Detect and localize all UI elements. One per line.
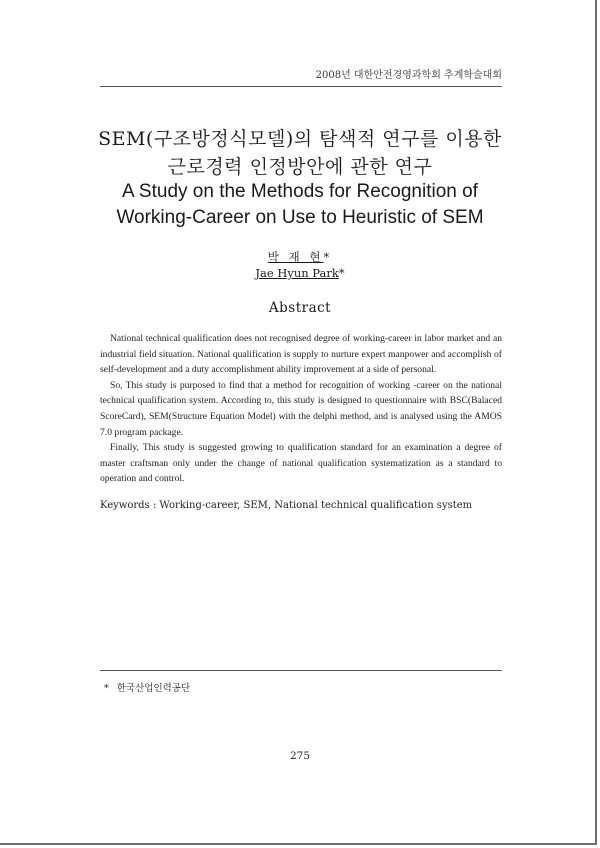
author-korean-name: 박 재 현 (267, 250, 324, 264)
author-korean-mark: * (323, 250, 333, 264)
english-title-line-1: A Study on the Methods for Recognition of (122, 181, 478, 202)
author-english-mark: * (338, 266, 345, 280)
korean-title-line-1: SEM(구조방정식모델)의 탐색적 연구를 이용한 (98, 128, 502, 150)
abstract-paragraph-3: Finally, This study is suggested growing to qualification standard for an examination a degree of master craftsman only under the change of national qualification systematization as a standard to operation and control. (100, 442, 502, 485)
footnote (104, 680, 190, 694)
author-english (200, 266, 400, 280)
running-header: 2008년 대한안전경영과학회 추계학술대회 (315, 70, 502, 81)
author-korean (200, 249, 400, 265)
abstract-paragraph-1: National technical qualification does not recognised degree of working-career in labor market and an industrial field situation. National qualification is supply to nurture expert manpower and accomplish of self-development and a duty accomplishment ability improvement at a side of personal. (100, 333, 502, 376)
abstract-paragraph-2: So, This study is purposed to find that a method for recognition of working -career on the national technical qualification system. According to, this study is designed to questionnaire with BSC(Balaced ScoreCard), SEM(Structure Equation Model) with the delphi method, and is analysed using the AMOS 7.0 program package. (100, 379, 502, 438)
korean-title-line-2: 근로경력 인정방안에 관한 연구 (167, 156, 433, 178)
footnote-text: 한국산업인력공단 (116, 683, 191, 694)
footnote-mark: * (104, 683, 109, 694)
abstract-body (100, 331, 502, 487)
page-number: 275 (289, 750, 311, 762)
keywords: Keywords : Working-career, SEM, National technical qualification system (100, 500, 473, 511)
header-divider (100, 86, 502, 87)
footnote-divider (100, 670, 502, 671)
english-title-line-2: Working-Career on Use to Heuristic of SEM (116, 207, 484, 228)
author-english-name: Jae Hyun Park (255, 266, 339, 280)
abstract-heading: Abstract (268, 300, 332, 316)
